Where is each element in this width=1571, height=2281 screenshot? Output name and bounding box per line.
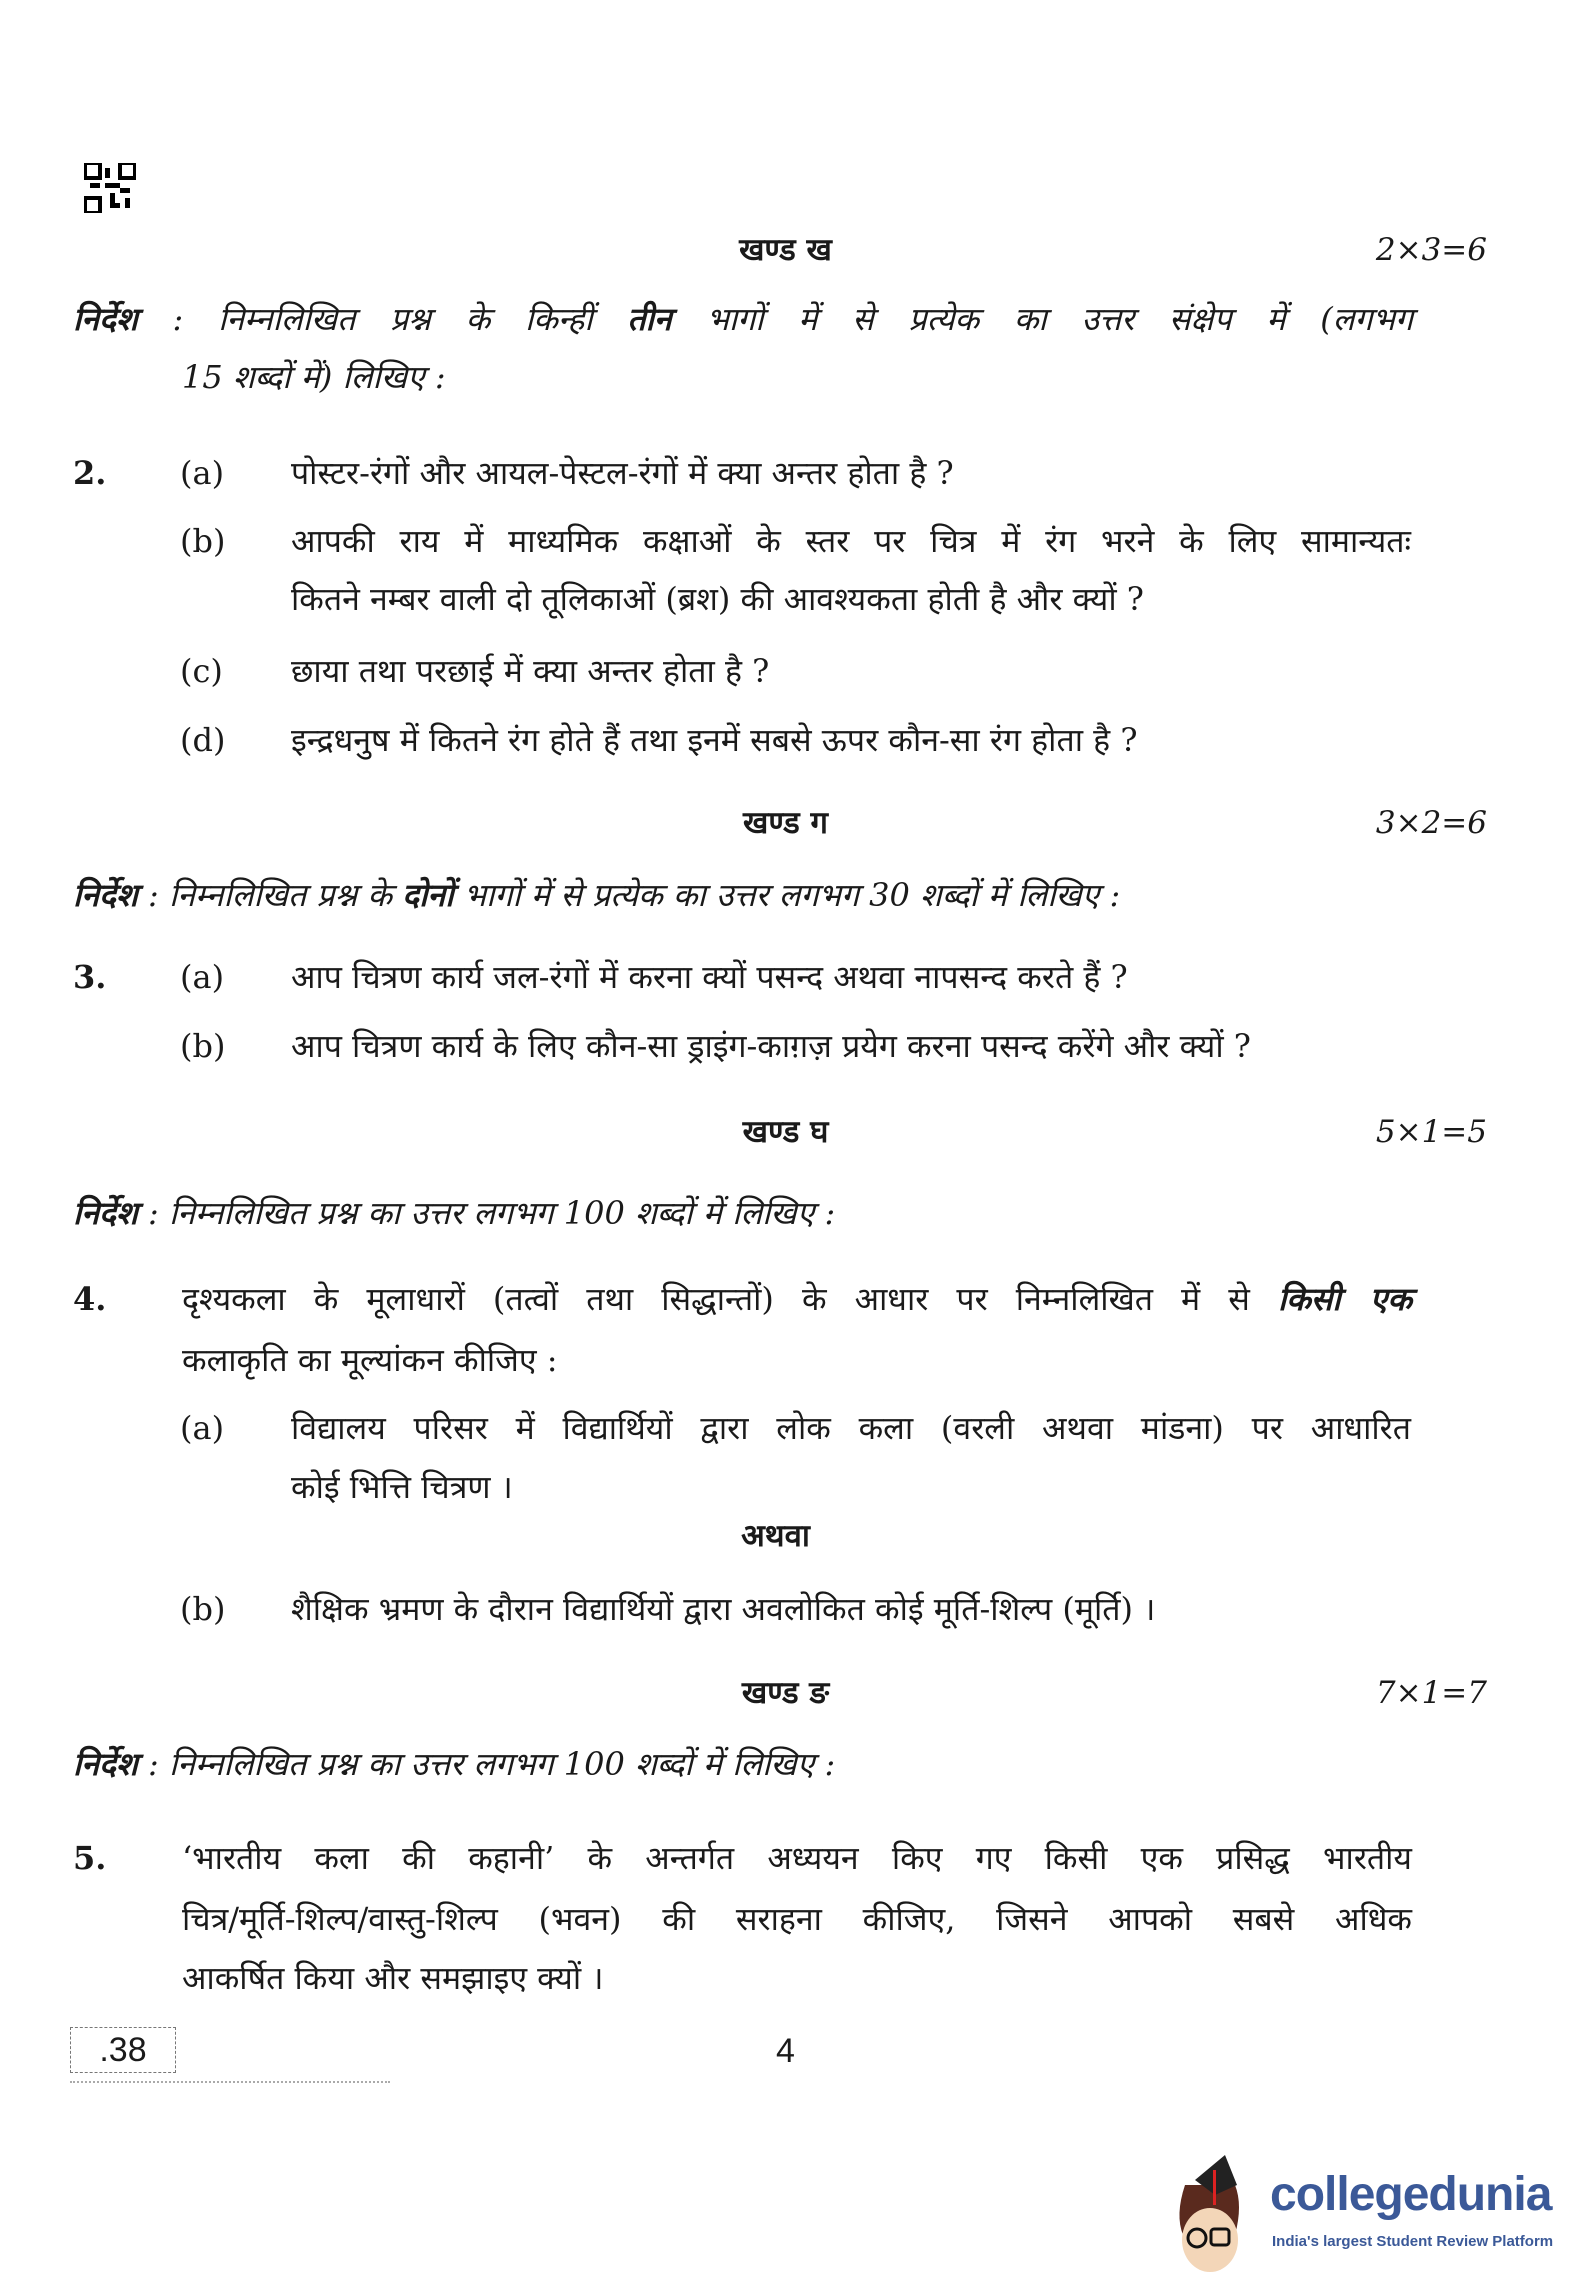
question-text: आपकी राय में माध्यमिक कक्षाओं के स्तर पर चित्र में रंग भरने के लिए सामान्यतः — [291, 522, 1411, 560]
question-text: इन्द्रधनुष में कितने रंग होते हैं तथा इनमें सबसे ऊपर कौन-सा रंग होता है ? — [291, 721, 1138, 759]
instruction-text: निम्नलिखित प्रश्न के किन्हीं — [218, 300, 593, 338]
question-text-part: दृश्यकला के मूलाधारों (तत्वों तथा सिद्धान्तों) के आधार पर निम्नलिखित में से — [182, 1280, 1250, 1318]
paper-code: .38 — [70, 2027, 176, 2073]
instruction-text: भागों में से प्रत्येक का उत्तर लगभग 30 शब्दों में लिखिए : — [463, 876, 1121, 914]
instruction-text: निम्नलिखित प्रश्न के — [168, 876, 392, 914]
instruction-label: निर्देश — [73, 1194, 138, 1232]
question-text: विद्यालय परिसर में विद्यार्थियों द्वारा लोक कला (वरली अथवा मांडना) पर आधारित — [291, 1409, 1411, 1447]
question-text: कलाकृति का मूल्यांकन कीजिए : — [182, 1341, 558, 1379]
section-title: खण्ड ङ — [741, 1675, 830, 1711]
divider — [70, 2081, 390, 2083]
question-text: आकर्षित किया और समझाइए क्यों । — [182, 1959, 604, 1997]
section-marks: 5×1=5 — [1375, 1114, 1487, 1150]
part-label: (a) — [180, 958, 225, 996]
part-label: (d) — [180, 721, 226, 759]
collegedunia-logo — [1165, 2155, 1565, 2275]
section-title: खण्ड ग — [743, 805, 828, 841]
section-title: खण्ड ख — [739, 232, 832, 268]
instruction-label: निर्देश — [73, 300, 138, 338]
section-marks: 7×1=7 — [1375, 1675, 1487, 1711]
instruction-text: निम्नलिखित प्रश्न का उत्तर लगभग 100 शब्दों में लिखिए : — [168, 1745, 836, 1783]
question-number: 4. — [73, 1280, 107, 1318]
question-text — [182, 1277, 1412, 1321]
or-label: अथवा — [741, 1518, 810, 1554]
question-bold: किसी एक — [1277, 1280, 1413, 1318]
question-text: आप चित्रण कार्य के लिए कौन-सा ड्राइंग-काग़ज़ प्रयेग करना पसन्द करेंगे और क्यों ? — [291, 1027, 1251, 1065]
instruction-bold: दोनों — [402, 876, 454, 914]
logo-tagline: India's largest Student Review Platform — [1272, 2233, 1554, 2250]
part-label: (c) — [180, 652, 223, 690]
section-marks: 2×3=6 — [1375, 232, 1487, 268]
part-label: (b) — [180, 1590, 226, 1628]
question-text: कितने नम्बर वाली दो तूलिकाओं (ब्रश) की आवश्यकता होती है और क्यों ? — [291, 580, 1144, 618]
question-text: चित्र/मूर्ति-शिल्प/वास्तु-शिल्प (भवन) की सराहना कीजिए, जिसने आपको सबसे अधिक — [182, 1900, 1412, 1938]
instruction-label: निर्देश — [73, 876, 138, 914]
section-marks: 3×2=6 — [1375, 805, 1487, 841]
question-text: कोई भित्ति चित्रण । — [291, 1468, 513, 1506]
qr-code — [84, 163, 136, 213]
instruction: निर्देश : निम्नलिखित प्रश्न के दोनों भागों में से प्रत्येक का उत्तर लगभग 30 शब्दों में लिखिए : — [73, 876, 1121, 914]
instruction: निर्देश : निम्नलिखित प्रश्न के किन्हीं तीन भागों में से प्रत्येक का उत्तर संक्षेप में (लगभग — [73, 300, 1413, 338]
question-text: छाया तथा परछाई में क्या अन्तर होता है ? — [291, 652, 770, 690]
question-text: ‘भारतीय कला की कहानी’ के अन्तर्गत अध्ययन किए गए किसी एक प्रसिद्ध भारतीय — [182, 1839, 1412, 1877]
part-label: (b) — [180, 1027, 226, 1065]
instruction-text: भागों में से प्रत्येक का उत्तर संक्षेप में (लगभग — [706, 300, 1413, 338]
question-text: शैक्षिक भ्रमण के दौरान विद्यार्थियों द्वारा अवलोकित कोई मूर्ति-शिल्प (मूर्ति) । — [291, 1590, 1156, 1628]
mascot-icon — [1165, 2155, 1265, 2275]
instruction-bold: तीन — [627, 300, 672, 338]
part-label: (b) — [180, 522, 226, 560]
question-number: 5. — [73, 1839, 107, 1877]
question-number: 3. — [73, 958, 107, 996]
instruction-label: निर्देश — [73, 1745, 138, 1783]
instruction-cont: 15 शब्दों में) लिखिए : — [182, 358, 446, 396]
page-number: 4 — [776, 2032, 795, 2070]
part-label: (a) — [180, 454, 225, 492]
logo-text: collegedunia — [1270, 2168, 1552, 2221]
question-text: आप चित्रण कार्य जल-रंगों में करना क्यों पसन्द अथवा नापसन्द करते हैं ? — [291, 958, 1128, 996]
instruction: निर्देश : निम्नलिखित प्रश्न का उत्तर लगभग 100 शब्दों में लिखिए : — [73, 1745, 836, 1783]
instruction-text: निम्नलिखित प्रश्न का उत्तर लगभग 100 शब्दों में लिखिए : — [168, 1194, 836, 1232]
question-number: 2. — [73, 454, 107, 492]
instruction: निर्देश : निम्नलिखित प्रश्न का उत्तर लगभग 100 शब्दों में लिखिए : — [73, 1194, 836, 1232]
part-label: (a) — [180, 1409, 225, 1447]
section-title: खण्ड घ — [742, 1114, 829, 1150]
question-text: पोस्टर-रंगों और आयल-पेस्टल-रंगों में क्या अन्तर होता है ? — [291, 454, 954, 492]
